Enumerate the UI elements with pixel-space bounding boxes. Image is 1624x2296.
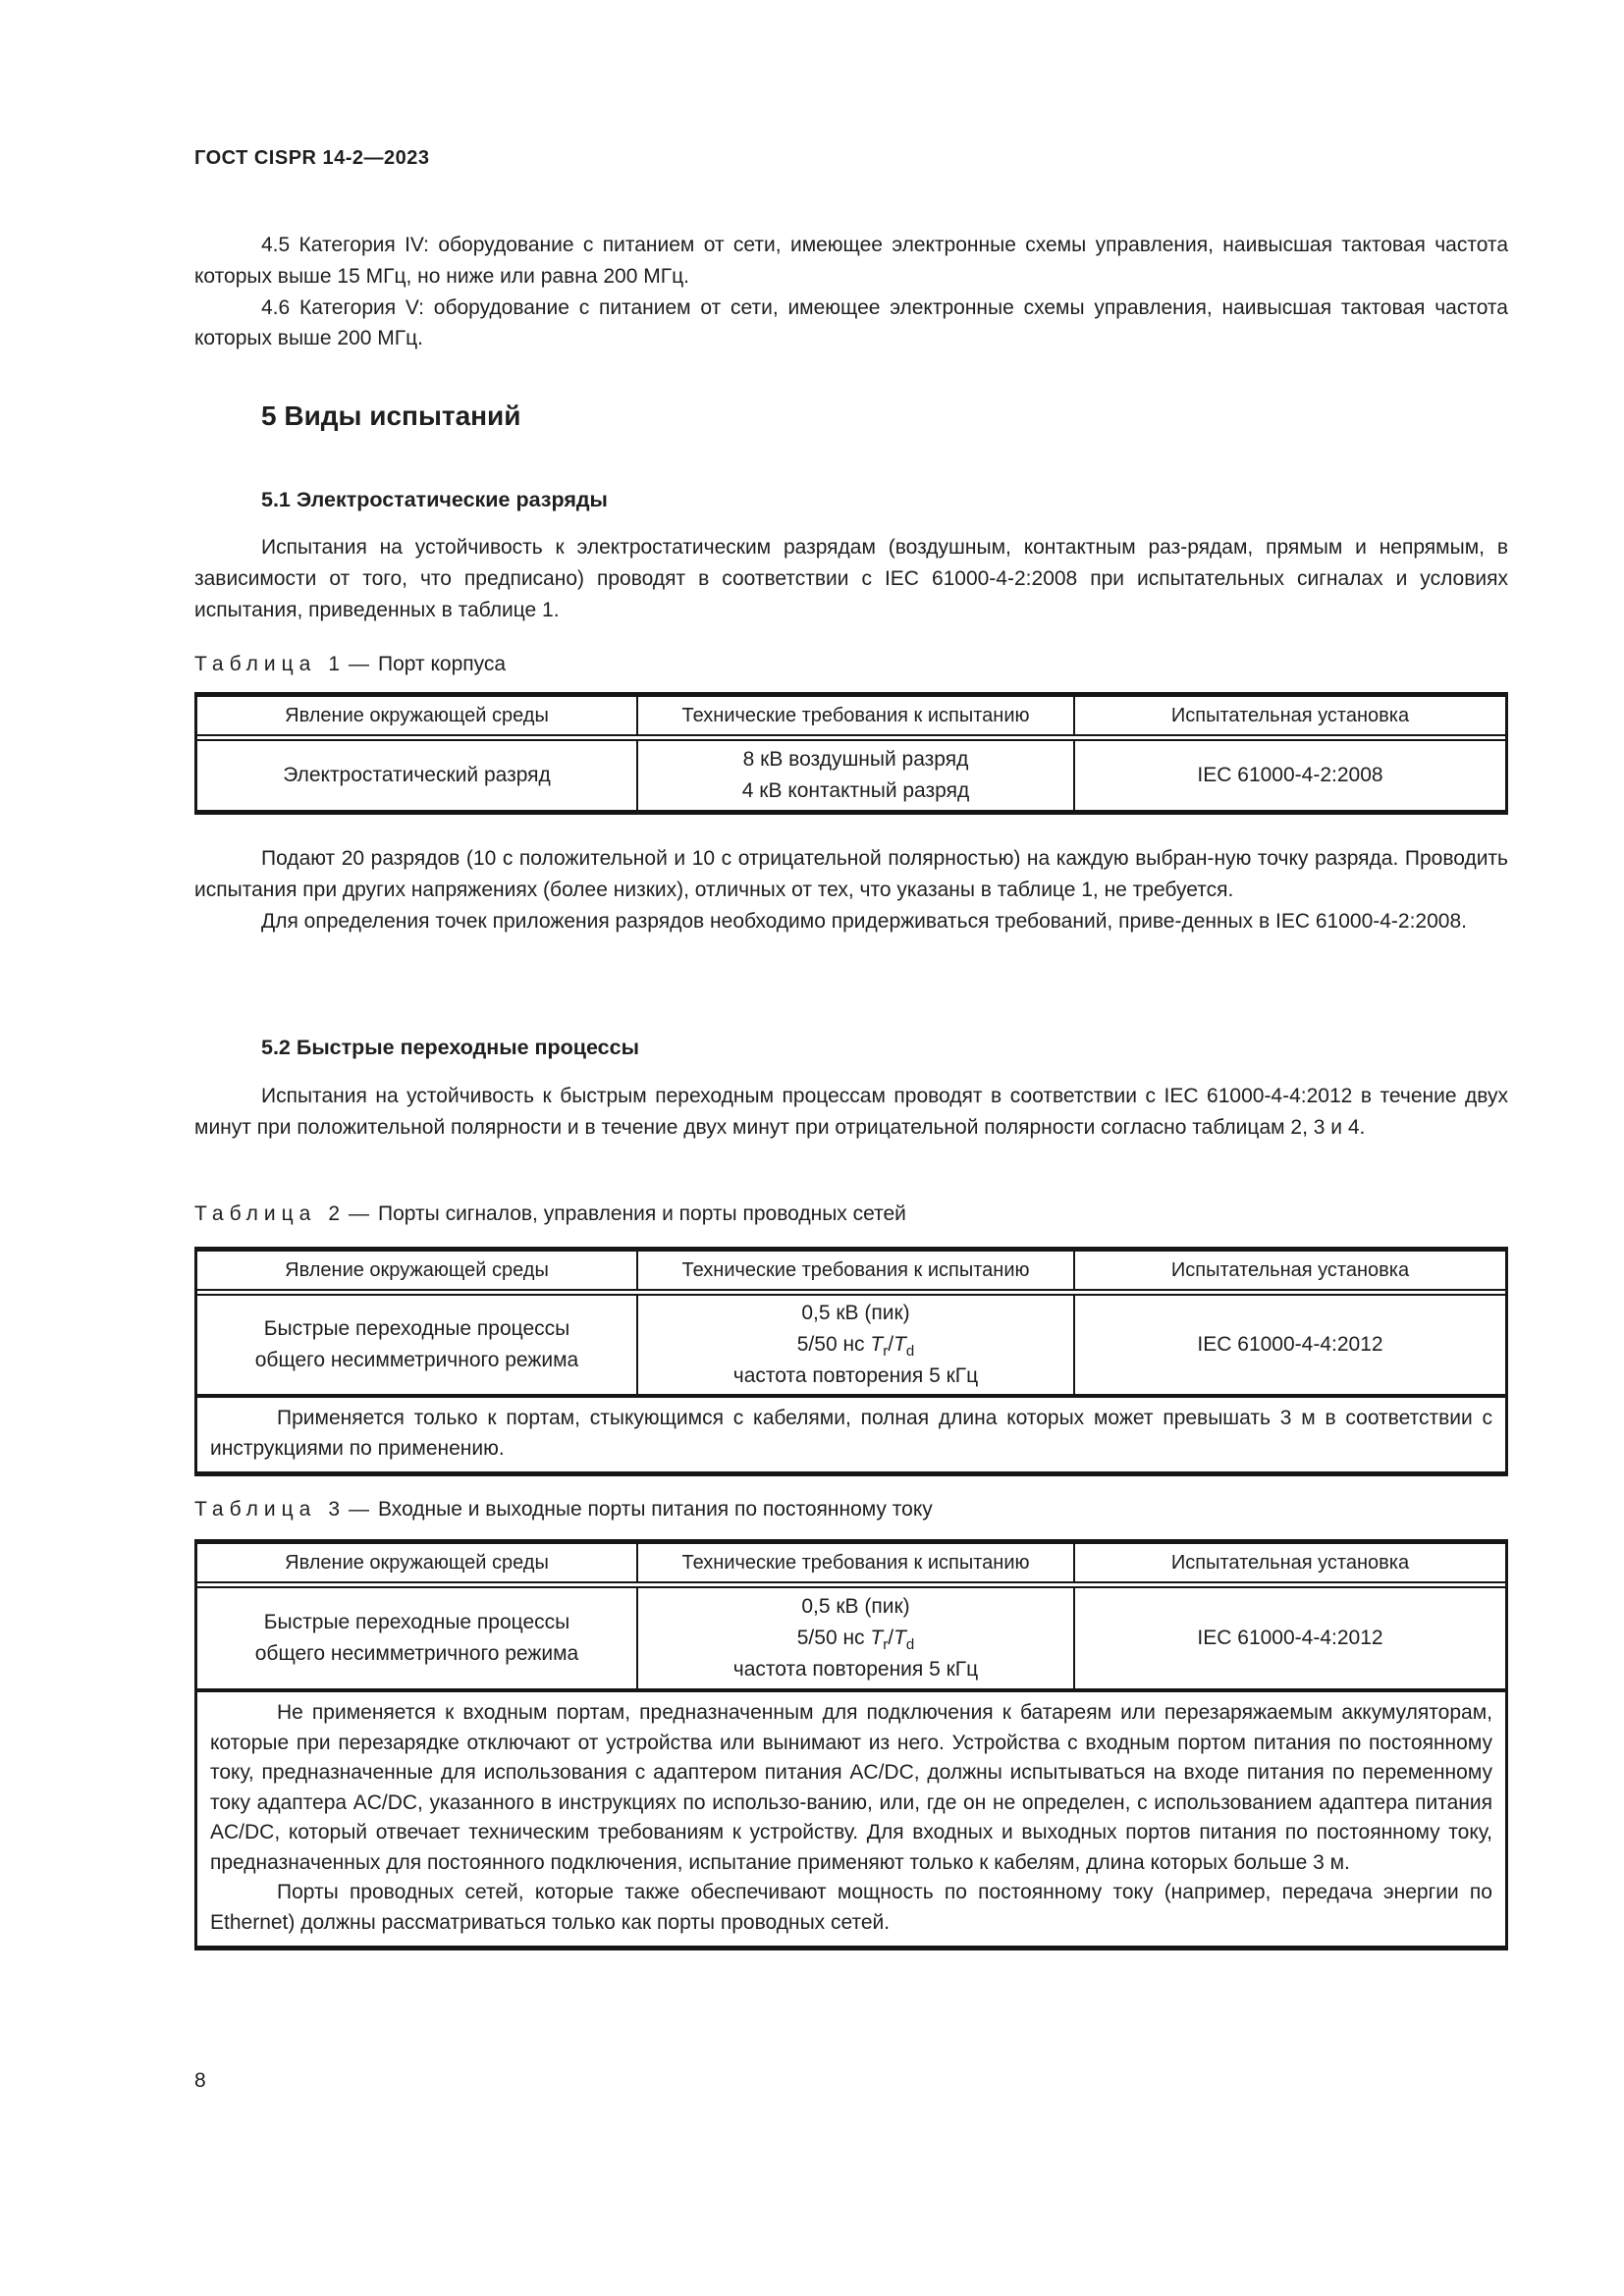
table-3-footnote bbox=[197, 1688, 1505, 1946]
table-2-label-word: Таблица bbox=[194, 1202, 317, 1225]
section-5-2-heading: 5.2 Быстрые переходные процессы bbox=[261, 1036, 639, 1059]
table-2-header-setup: Испытательная установка bbox=[1073, 1252, 1505, 1289]
table-2-label-title: Порты сигналов, управления и порты проводных сетей bbox=[378, 1202, 906, 1225]
paragraph-points: Для определения точек приложения разрядов необходимо придерживаться требований, приве-денных в IEC 61000-4-2:2008. bbox=[261, 909, 1467, 933]
table-2-data-row bbox=[197, 1296, 1505, 1394]
table-3-req-line-3: частота повторения 5 кГц bbox=[732, 1658, 979, 1681]
table-3-symbol-Td-sub: d bbox=[905, 1636, 915, 1653]
table-3-header-requirements: Технические требования к испытанию bbox=[636, 1544, 1073, 1581]
table-2-req-line-1: 0,5 кВ (пик) bbox=[801, 1302, 910, 1324]
table-1-req-line-2: 4 кВ контактный разряд bbox=[741, 779, 970, 802]
table-3-cell-requirements bbox=[636, 1588, 1073, 1688]
table-1 bbox=[194, 692, 1508, 815]
table-3-phenomenon-line-2: общего несимметричного режима bbox=[254, 1642, 579, 1665]
table-1-cell-setup: IEC 61000-4-2:2008 bbox=[1073, 741, 1505, 810]
table-1-label-word: Таблица bbox=[194, 653, 317, 675]
table-2-phenomenon-line-2: общего несимметричного режима bbox=[254, 1349, 579, 1371]
table-3-phenomenon-line-1: Быстрые переходные процессы bbox=[263, 1611, 570, 1633]
section-5-1-body bbox=[194, 843, 1508, 936]
table-3-data-row bbox=[197, 1588, 1505, 1688]
table-2 bbox=[194, 1247, 1508, 1476]
table-2-footnote bbox=[197, 1394, 1505, 1471]
section-5-2-intro bbox=[194, 1081, 1508, 1144]
table-1-label-title: Порт корпуса bbox=[378, 653, 507, 675]
table-3-header-setup: Испытательная установка bbox=[1073, 1544, 1505, 1581]
paragraph-esd-intro: Испытания на устойчивость к электростатическим разрядам (воздушным, контактным раз-рядам, прямым и непрямым, в зависимости от того, что предписано) проводят в соответствии с IEC 61000-4-2:2008 при испытательных сигналах и условиях испытания, приведенных в таблице 1. bbox=[194, 536, 1508, 621]
table-1-req-line-1: 8 кВ воздушный разряд bbox=[742, 748, 969, 771]
section-5-1-intro bbox=[194, 532, 1508, 625]
section-5-1-heading: 5.1 Электростатические разряды bbox=[261, 488, 608, 511]
table-1-header-requirements: Технические требования к испытанию bbox=[636, 697, 1073, 734]
table-3-symbol-slash: / bbox=[888, 1627, 894, 1649]
table-3-label-number: 3 bbox=[328, 1498, 341, 1521]
table-3-label-dash: — bbox=[349, 1498, 370, 1521]
table-2-header-phenomenon: Явление окружающей среды bbox=[285, 1258, 549, 1281]
table-2-label-number: 2 bbox=[328, 1202, 341, 1225]
table-2-phenomenon-line-1: Быстрые переходные процессы bbox=[263, 1317, 570, 1340]
table-3-label bbox=[194, 1495, 1508, 1524]
table-1-header-phenomenon: Явление окружающей среды bbox=[285, 704, 549, 726]
table-3-footnote-paragraph-2: Порты проводных сетей, которые также обеспечивают мощность по постоянному току (например, передача энергии по Ethernet) должны рассматриваться только как порты проводных сетей. bbox=[210, 1881, 1492, 1934]
table-1-label bbox=[194, 650, 1508, 679]
table-2-header-double-rule bbox=[197, 1289, 1505, 1296]
table-2-cell-requirements bbox=[636, 1296, 1073, 1394]
section-5-heading: 5 Виды испытаний bbox=[261, 400, 521, 431]
table-2-req-pulse-text: 5/50 нс bbox=[796, 1333, 871, 1356]
table-2-symbol-Td: T bbox=[893, 1333, 906, 1356]
table-2-symbol-Td-sub: d bbox=[905, 1343, 915, 1360]
table-3-label-title: Входные и выходные порты питания по постоянному току bbox=[378, 1498, 933, 1521]
table-3-symbol-Td: T bbox=[893, 1627, 906, 1649]
table-2-cell-phenomenon bbox=[197, 1296, 636, 1394]
table-2-label bbox=[194, 1200, 1508, 1229]
table-2-label-dash: — bbox=[349, 1202, 370, 1225]
table-2-req-line-2 bbox=[797, 1329, 914, 1361]
table-1-header-row bbox=[197, 697, 1505, 734]
table-3-cell-phenomenon bbox=[197, 1588, 636, 1688]
table-1-label-dash: — bbox=[349, 653, 370, 675]
table-1-label-number: 1 bbox=[328, 653, 341, 675]
table-3-cell-setup: IEC 61000-4-4:2012 bbox=[1073, 1588, 1505, 1688]
table-2-req-line-3: частота повторения 5 кГц bbox=[732, 1364, 979, 1387]
table-1-cell-phenomenon: Электростатический разряд bbox=[283, 764, 551, 786]
table-3 bbox=[194, 1539, 1508, 1950]
table-2-cell-setup: IEC 61000-4-4:2012 bbox=[1073, 1296, 1505, 1394]
page-number: 8 bbox=[194, 2069, 206, 2092]
table-3-symbol-Tr: T bbox=[870, 1627, 884, 1649]
table-3-req-line-1: 0,5 кВ (пик) bbox=[801, 1595, 910, 1618]
paragraph-4-6: 4.6 Категория V: оборудование с питанием от сети, имеющее электронные схемы управления, наивысшая тактовая частота которых выше 200 МГц. bbox=[194, 295, 1508, 350]
table-2-symbol-Tr: T bbox=[870, 1333, 884, 1356]
table-2-header-row bbox=[197, 1252, 1505, 1289]
table-3-header-double-rule bbox=[197, 1581, 1505, 1588]
paragraph-eft-intro: Испытания на устойчивость к быстрым переходным процессам проводят в соответствии с IEC 61000-4-4:2012 в течение двух минут при положительной полярности и в течение двух минут при отрицательной полярности согласно таблицам 2, 3 и 4. bbox=[194, 1085, 1508, 1139]
table-3-symbol-Tr-sub: r bbox=[883, 1636, 889, 1653]
table-3-req-line-2 bbox=[797, 1623, 914, 1654]
table-2-footnote-text: Применяется только к портам, стыкующимся с кабелями, полная длина которых может превышать 3 м в соответствии с инструкциями по применению. bbox=[210, 1407, 1492, 1460]
running-header: ГОСТ CISPR 14-2—2023 bbox=[194, 147, 430, 169]
table-3-req-pulse-text: 5/50 нс bbox=[796, 1627, 871, 1649]
table-1-data-row bbox=[197, 741, 1505, 810]
table-3-header-phenomenon: Явление окружающей среды bbox=[285, 1551, 549, 1574]
paragraph-discharges: Подают 20 разрядов (10 с положительной и 10 с отрицательной полярностью) на каждую выбран-ную точку разряда. Проводить испытания при других напряжениях (более низких), отличных от тех, что указаны в таблице 1, не требуется. bbox=[194, 847, 1508, 901]
table-2-header-requirements: Технические требования к испытанию bbox=[636, 1252, 1073, 1289]
table-3-header-row bbox=[197, 1544, 1505, 1581]
table-3-footnote-paragraph-1: Не применяется к входным портам, предназначенным для подключения к батареям или перезаряжаемым аккумуляторам, которые при перезарядке отключают от устройства или вынимают из него. Устройства с входным портом питания по постоянному току, предназначенные для использования с адаптером питания AC/DC, должны испытываться на входе питания по переменному току адаптера AC/DC, указанного в инструкциях по использо-ванию, или, где он не определен, с использованием адаптера питания AC/DC, который отвечает техническим требованиям к устройству. Для входных и выходных портов питания по постоянному току, предназначенных для постоянного подключения, испытание применяют только к кабелям, длина которых больше 3 м. bbox=[210, 1701, 1492, 1874]
table-2-symbol-slash: / bbox=[888, 1333, 894, 1356]
table-2-symbol-Tr-sub: r bbox=[883, 1343, 889, 1360]
table-1-header-setup: Испытательная установка bbox=[1073, 697, 1505, 734]
table-1-cell-requirements bbox=[636, 741, 1073, 810]
table-3-label-word: Таблица bbox=[194, 1498, 317, 1521]
table-1-header-double-rule bbox=[197, 734, 1505, 741]
paragraph-4-5: 4.5 Категория IV: оборудование с питанием от сети, имеющее электронные схемы управления, наивысшая тактовая частота которых выше 15 МГц, но ниже или равна 200 МГц. bbox=[194, 234, 1508, 288]
clause-4-paragraphs bbox=[194, 230, 1508, 354]
